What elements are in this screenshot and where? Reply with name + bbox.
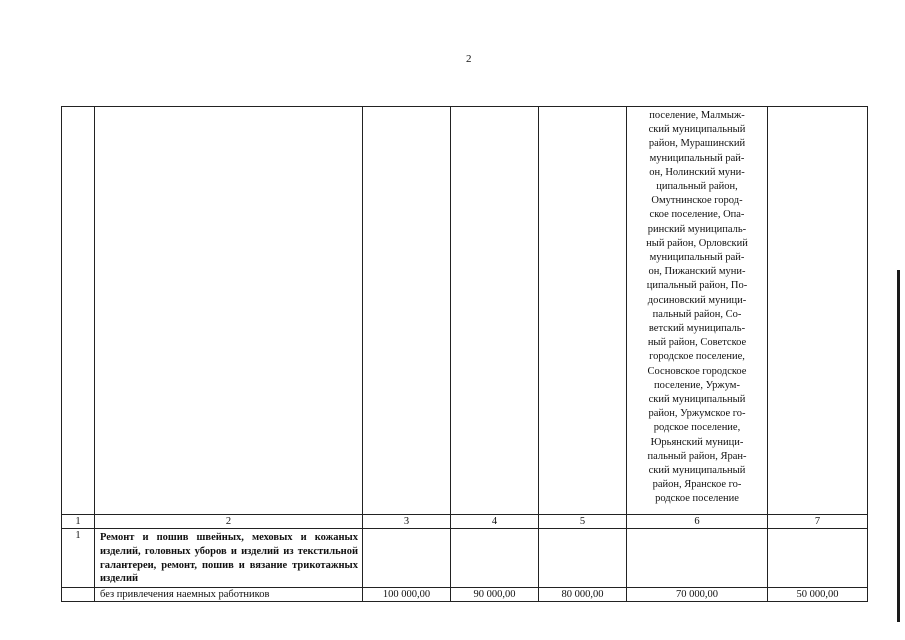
item-empty-cell bbox=[363, 529, 451, 588]
cont-cell-1 bbox=[62, 107, 95, 515]
item-empty-cell bbox=[627, 529, 768, 588]
values-row bbox=[62, 588, 868, 602]
value-cell: 100 000,00 bbox=[363, 588, 451, 602]
territory-list-text: поселение, Малмыж- ский муниципальный район, Мурашинский муниципальный рай- он, Нолинский муни- ципальный район, Омутнинское город- ское поселение, Опа- ринский муниципаль- ный район, Орловский муниципальный рай- он, Пижанский муни- ципальный район, По- досиновский муници- пальный район, Со- ветский муниципаль- ный район, Советское городское поселение, Сосновское городское поселение, Уржум- ский муниципальный район, Уржумское го- родское поселение, Юрьянский муници- пальный район, Яран- ский муниципальный район, Яранское го- родское поселение bbox=[646, 110, 748, 505]
item-empty-cell bbox=[539, 529, 627, 588]
cont-cell-4 bbox=[451, 107, 539, 515]
continuation-row bbox=[62, 107, 868, 515]
scan-edge-bar bbox=[897, 270, 900, 622]
page-number: 2 bbox=[466, 53, 472, 65]
column-number: 7 bbox=[768, 515, 868, 529]
item-row bbox=[62, 529, 868, 588]
value-cell: 70 000,00 bbox=[627, 588, 768, 602]
column-number: 3 bbox=[363, 515, 451, 529]
column-number: 1 bbox=[62, 515, 95, 529]
column-number-row bbox=[62, 515, 868, 529]
tariff-table bbox=[61, 106, 868, 602]
item-number: 1 bbox=[62, 529, 95, 588]
value-cell: 80 000,00 bbox=[539, 588, 627, 602]
column-number: 2 bbox=[95, 515, 363, 529]
column-number: 6 bbox=[627, 515, 768, 529]
item-title: Ремонт и пошив швейных, меховых и кожаных изделий, головных уборов и изделий из текстильной галантереи, ремонт, пошив и вязание трикотажных изделий bbox=[100, 532, 358, 585]
cont-cell-2 bbox=[95, 107, 363, 515]
item-empty-cell bbox=[768, 529, 868, 588]
cont-cell-5 bbox=[539, 107, 627, 515]
column-number: 4 bbox=[451, 515, 539, 529]
value-cell: 50 000,00 bbox=[768, 588, 868, 602]
item-empty-cell bbox=[451, 529, 539, 588]
column-number: 5 bbox=[539, 515, 627, 529]
item-title-cell bbox=[95, 529, 363, 588]
cont-cell-6 bbox=[627, 107, 768, 515]
value-cell: 90 000,00 bbox=[451, 588, 539, 602]
cont-cell-3 bbox=[363, 107, 451, 515]
values-label: без привлечения наемных работников bbox=[95, 588, 363, 602]
cont-cell-7 bbox=[768, 107, 868, 515]
values-empty-cell bbox=[62, 588, 95, 602]
